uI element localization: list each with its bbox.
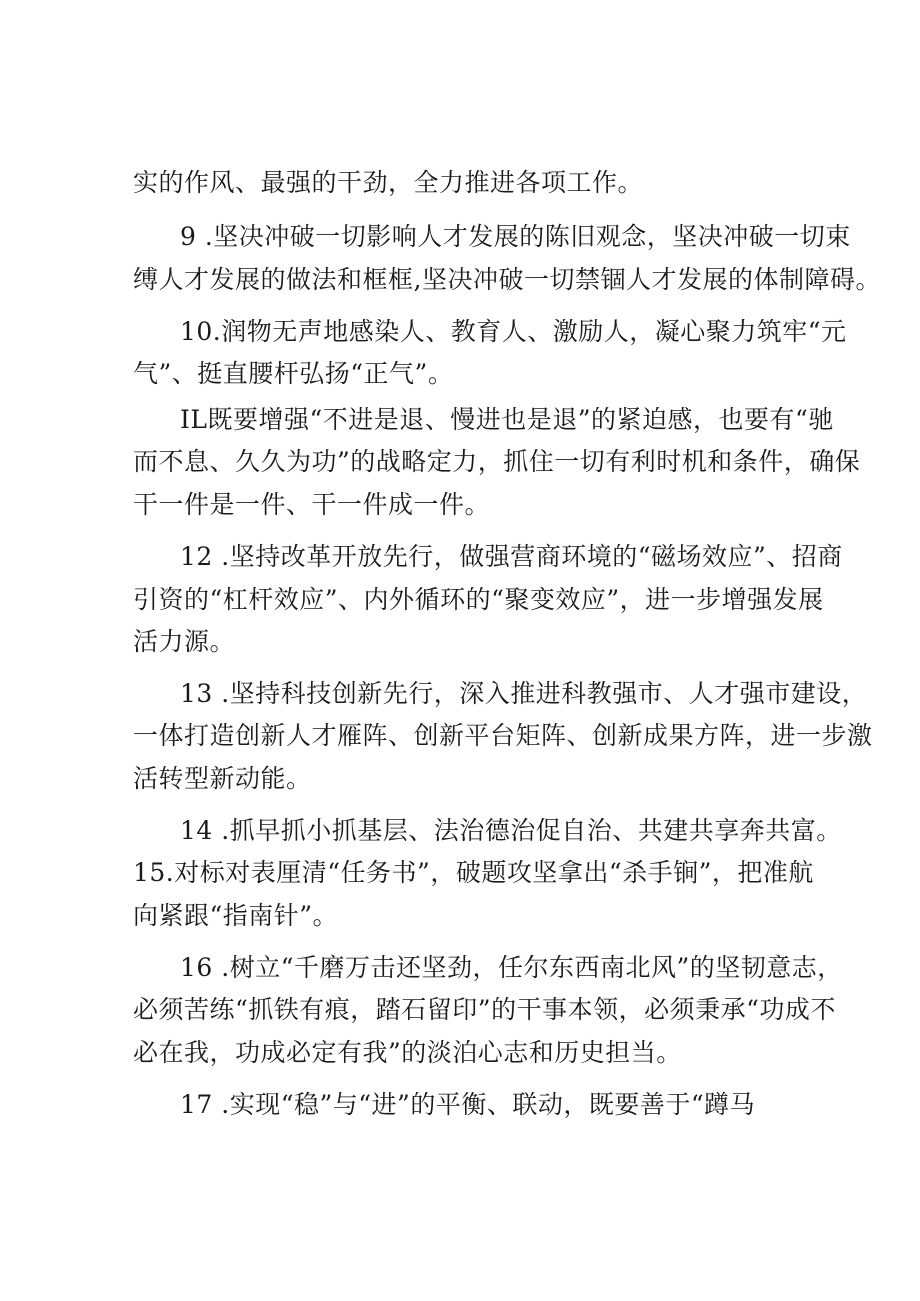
text-line: 17 .实现“稳”与“进”的平衡、联动，既要善于“蹲马 [180, 1090, 756, 1119]
text-line: 活转型新动能。 [133, 764, 312, 793]
text-line: 一体打造创新人才雁阵、创新平台矩阵、创新成果方阵，进一步激 [133, 721, 873, 750]
text-line: 缚人才发展的做法和框框,坚决冲破一切禁锢人才发展的体制障碍。 [133, 265, 881, 294]
text-line: 10.润物无声地感染人、教育人、激励人，凝心聚力筑牢“元 [180, 317, 847, 346]
text-line: 活力源。 [133, 627, 236, 656]
text-line: 9 .坚决冲破一切影响人才发展的陈旧观念，坚决冲破一切束 [180, 222, 851, 251]
text-line: 13 .坚持科技创新先行，深入推进科教强市、人才强市建设， [180, 679, 868, 708]
text-line: IL既要增强“不进是退、慢进也是退”的紧迫感，也要有“驰 [180, 405, 834, 434]
text-line: 12 .坚持改革开放先行，做强营商环境的“磁场效应”、招商 [180, 542, 843, 571]
text-line: 气”、挺直腰杆弘扬“正气”。 [133, 359, 454, 388]
text-line: 引资的“杠杆效应”、内外循环的“聚变效应”，进一步增强发展 [133, 585, 824, 614]
text-line: 16 .树立“千磨万击还坚劲，任尔东西南北风”的坚韧意志， [180, 953, 843, 982]
text-line: 干一件是一件、干一件成一件。 [133, 490, 491, 519]
text-line: 向紧跟“指南针”。 [133, 901, 339, 930]
text-line: 实的作风、最强的干劲，全力推进各项工作。 [133, 168, 644, 197]
text-line: 而不息、久久为功”的战略定力，抓住一切有利时机和条件，确保 [133, 447, 861, 476]
text-line: 必须苦练“抓铁有痕，踏石留印”的干事本领，必须秉承“功成不 [133, 995, 836, 1024]
text-line: 必在我，功成必定有我”的淡泊心志和历史担当。 [133, 1038, 682, 1067]
text-line: 15.对标对表厘清“任务书”，破题攻坚拿出“杀手锏”，把准航 [133, 858, 814, 887]
text-line: 14 .抓早抓小抓基层、法治德治促自治、共建共享奔共富。 [180, 816, 842, 845]
